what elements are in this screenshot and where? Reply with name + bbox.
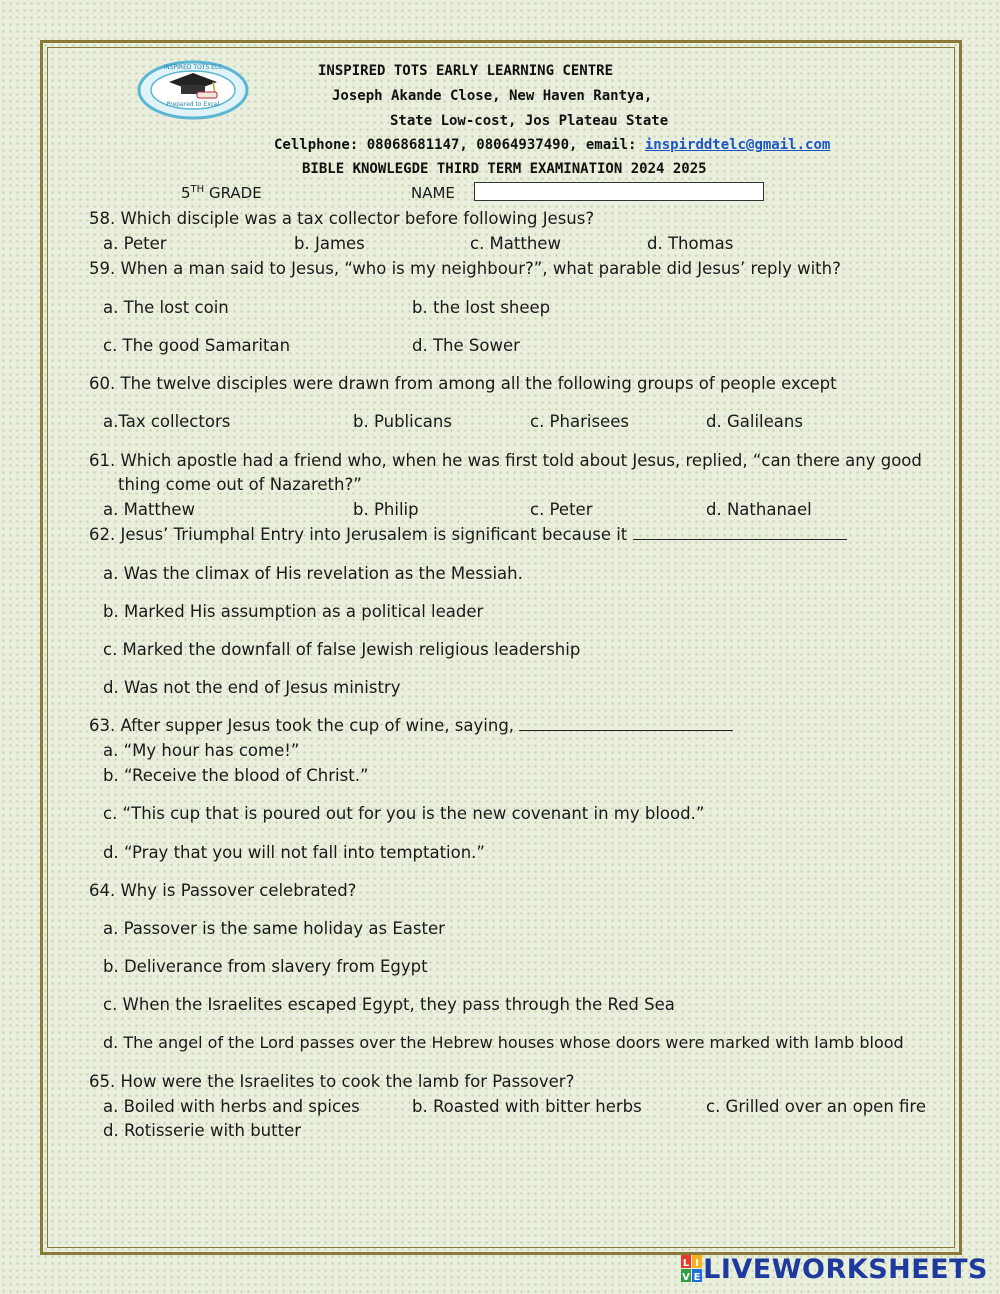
svg-text:E: E: [693, 1272, 701, 1283]
q58-option-a[interactable]: a. Peter: [103, 234, 167, 253]
q58-option-b[interactable]: b. James: [294, 234, 365, 253]
contact-prefix: Cellphone: 08068681147, 08064937490, email:: [274, 137, 645, 153]
q63-text: 63. After supper Jesus took the cup of wine, saying,: [89, 716, 520, 735]
q59-option-d[interactable]: d. The Sower: [412, 336, 520, 355]
liveworksheets-wordmark: LIVEWORKSHEETS: [703, 1253, 988, 1285]
q60-option-d[interactable]: d. Galileans: [706, 412, 803, 431]
question-62: [89, 525, 847, 544]
question-58: 58. Which disciple was a tax collector before following Jesus?: [89, 209, 595, 228]
question-60: 60. The twelve disciples were drawn from among all the following groups of people except: [89, 374, 837, 393]
logo-text-bottom: Prepared to Excel: [166, 101, 220, 108]
q58-option-d[interactable]: d. Thomas: [647, 234, 734, 253]
grade-word: GRADE: [204, 184, 262, 202]
question-63: [89, 716, 733, 735]
q59-option-a[interactable]: a. The lost coin: [103, 298, 229, 317]
q64-option-c[interactable]: c. When the Israelites escaped Egypt, they pass through the Red Sea: [103, 995, 675, 1014]
q62-option-a[interactable]: a. Was the climax of His revelation as the Messiah.: [103, 564, 523, 583]
q62-text: 62. Jesus’ Triumphal Entry into Jerusalem is significant because it: [89, 525, 633, 544]
q58-option-c[interactable]: c. Matthew: [470, 234, 561, 253]
q60-option-c[interactable]: c. Pharisees: [530, 412, 629, 431]
q59-option-c[interactable]: c. The good Samaritan: [103, 336, 291, 355]
question-61-cont: thing come out of Nazareth?”: [118, 475, 362, 494]
liveworksheets-logo: [681, 1254, 988, 1284]
q63-option-a[interactable]: a. “My hour has come!”: [103, 741, 300, 760]
q65-option-c[interactable]: c. Grilled over an open fire: [706, 1097, 926, 1116]
contact-line: [274, 137, 830, 153]
name-label: NAME: [411, 184, 455, 202]
q62-option-d[interactable]: d. Was not the end of Jesus ministry: [103, 678, 401, 697]
svg-text:I: I: [695, 1258, 700, 1269]
q64-option-a[interactable]: a. Passover is the same holiday as Easter: [103, 919, 445, 938]
q65-option-d[interactable]: d. Rotisserie with butter: [103, 1121, 301, 1140]
q62-option-c[interactable]: c. Marked the downfall of false Jewish religious leadership: [103, 640, 581, 659]
question-61: 61. Which apostle had a friend who, when he was first told about Jesus, replied, “can there any good: [89, 451, 922, 470]
question-65: 65. How were the Israelites to cook the lamb for Passover?: [89, 1072, 575, 1091]
school-name: INSPIRED TOTS EARLY LEARNING CENTRE: [318, 63, 614, 79]
q59-option-b[interactable]: b. the lost sheep: [412, 298, 551, 317]
q61-option-d[interactable]: d. Nathanael: [706, 500, 812, 519]
address-line-2: State Low-cost, Jos Plateau State: [390, 113, 669, 129]
q62-option-b[interactable]: b. Marked His assumption as a political leader: [103, 602, 484, 621]
q60-option-a[interactable]: a.Tax collectors: [103, 412, 231, 431]
logo-text-top: INSPIRED TOTS ELC: [163, 64, 223, 71]
q61-option-c[interactable]: c. Peter: [530, 500, 593, 519]
q63-blank[interactable]: [519, 716, 733, 731]
q64-option-b[interactable]: b. Deliverance from slavery from Egypt: [103, 957, 428, 976]
svg-text:V: V: [682, 1272, 691, 1283]
address-line-1: Joseph Akande Close, New Haven Rantya,: [332, 88, 653, 104]
grade-num: 5: [181, 184, 191, 202]
grade-sup: TH: [190, 184, 205, 195]
q65-option-b[interactable]: b. Roasted with bitter herbs: [412, 1097, 642, 1116]
question-64: 64. Why is Passover celebrated?: [89, 881, 357, 900]
q63-option-d[interactable]: d. “Pray that you will not fall into temptation.”: [103, 843, 485, 862]
q60-option-b[interactable]: b. Publicans: [353, 412, 452, 431]
svg-text:L: L: [682, 1258, 690, 1269]
name-input[interactable]: [474, 182, 764, 201]
q62-blank[interactable]: [633, 525, 847, 540]
question-59: 59. When a man said to Jesus, “who is my neighbour?”, what parable did Jesus’ reply with?: [89, 259, 841, 278]
email-link[interactable]: inspirddtelc@gmail.com: [644, 137, 831, 153]
q63-option-c[interactable]: c. “This cup that is poured out for you is the new covenant in my blood.”: [103, 804, 705, 823]
exam-title: BIBLE KNOWLEGDE THIRD TERM EXAMINATION 2024 2025: [302, 161, 707, 177]
grade-label: [181, 184, 262, 202]
liveworksheets-badge-icon: [681, 1255, 703, 1283]
q61-option-a[interactable]: a. Matthew: [103, 500, 195, 519]
q63-option-b[interactable]: b. “Receive the blood of Christ.”: [103, 766, 369, 785]
q65-option-a[interactable]: a. Boiled with herbs and spices: [103, 1097, 360, 1116]
school-logo: [137, 60, 249, 120]
q61-option-b[interactable]: b. Philip: [353, 500, 419, 519]
q64-option-d[interactable]: d. The angel of the Lord passes over the Hebrew houses whose doors were marked with lamb blood: [103, 1033, 904, 1052]
